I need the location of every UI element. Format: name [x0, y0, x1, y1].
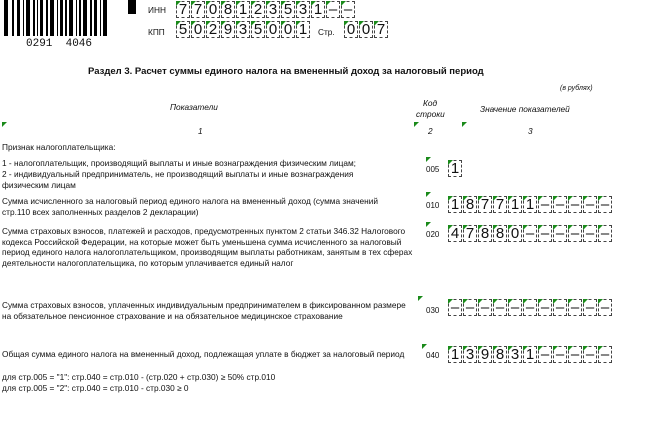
value-digit[interactable]: 4: [448, 225, 462, 242]
value-digit[interactable]: 0: [508, 225, 522, 242]
col-indicators: Показатели: [170, 102, 218, 112]
kpp-digit[interactable]: 5: [176, 21, 190, 38]
page-digit[interactable]: 0: [344, 21, 358, 38]
page-digit[interactable]: 0: [359, 21, 373, 38]
inn-cells[interactable]: [176, 1, 356, 18]
row-marker: [426, 192, 431, 197]
value-digit[interactable]: –: [568, 346, 582, 363]
value-digit[interactable]: –: [448, 299, 462, 316]
value-digit[interactable]: 1: [448, 160, 462, 177]
value-digit[interactable]: 9: [478, 346, 492, 363]
value-digit[interactable]: –: [598, 196, 612, 213]
kpp-digit[interactable]: 0: [191, 21, 205, 38]
col-marker: [2, 122, 7, 127]
kpp-digit[interactable]: 3: [236, 21, 250, 38]
col-code: Код строки: [416, 98, 445, 119]
col-marker: [462, 122, 467, 127]
row-text-040: Общая сумма единого налога на вмененный доход, подлежащая уплате в бюджет за налоговый период: [2, 349, 405, 359]
inn-digit[interactable]: –: [341, 1, 355, 18]
value-digit[interactable]: –: [568, 225, 582, 242]
col-num3: 3: [528, 126, 533, 136]
value-digit[interactable]: 8: [478, 225, 492, 242]
value-digit[interactable]: 7: [478, 196, 492, 213]
barcode: [4, 0, 110, 54]
corner-marker: [128, 0, 136, 14]
row-text-020: Сумма страховых взносов, платежей и расходов, предусмотренных пунктом 2 статьи 346.32 Налогового кодекса Российской Федерации, на которые может быть уменьшена сумма исчисленного за налоговый период единого налога налогоплательщиком, производящим выплаты работникам, занятым в тех сферах деятельности налогоплательщика, по которым уплачивается единый налог: [2, 226, 413, 268]
page-cells[interactable]: [344, 21, 389, 38]
value-digit[interactable]: 7: [463, 225, 477, 242]
value-cells-020[interactable]: [448, 225, 613, 242]
value-digit[interactable]: 3: [508, 346, 522, 363]
value-digit[interactable]: –: [568, 196, 582, 213]
row-marker: [426, 157, 431, 162]
kpp-digit[interactable]: 9: [221, 21, 235, 38]
formula-1: для стр.005 = "1": стр.040 = стр.010 - (стр.020 + стр.030) ≥ 50% стр.010: [2, 372, 276, 382]
col-num2: 2: [428, 126, 433, 136]
value-digit[interactable]: 1: [523, 346, 537, 363]
col-num1: 1: [198, 126, 203, 136]
value-digit[interactable]: –: [463, 299, 477, 316]
inn-digit[interactable]: 3: [296, 1, 310, 18]
value-digit[interactable]: 1: [508, 196, 522, 213]
value-digit[interactable]: –: [538, 196, 552, 213]
inn-digit[interactable]: 3: [266, 1, 280, 18]
value-digit[interactable]: 8: [463, 196, 477, 213]
inn-digit[interactable]: 7: [191, 1, 205, 18]
taxpayer-sign-label: Признак налогоплательщика:: [2, 142, 116, 152]
row-code-020: 020: [426, 230, 440, 239]
col-value: Значение показателей: [480, 104, 570, 114]
row-code-030: 030: [426, 306, 440, 315]
kpp-digit[interactable]: 0: [281, 21, 295, 38]
kpp-digit[interactable]: 1: [296, 21, 310, 38]
value-digit[interactable]: –: [583, 196, 597, 213]
kpp-digit[interactable]: 5: [251, 21, 265, 38]
value-digit[interactable]: –: [553, 196, 567, 213]
row-marker: [418, 296, 423, 301]
inn-digit[interactable]: 5: [281, 1, 295, 18]
kpp-cells[interactable]: [176, 21, 311, 38]
inn-digit[interactable]: 1: [236, 1, 250, 18]
value-cells-010[interactable]: [448, 196, 613, 213]
value-digit[interactable]: 3: [463, 346, 477, 363]
value-digit[interactable]: –: [583, 225, 597, 242]
inn-digit[interactable]: 0: [206, 1, 220, 18]
col-marker: [414, 122, 419, 127]
value-cells-030[interactable]: [448, 299, 613, 316]
value-digit[interactable]: 7: [493, 196, 507, 213]
inn-digit[interactable]: 7: [176, 1, 190, 18]
value-digit[interactable]: –: [553, 225, 567, 242]
inn-digit[interactable]: 2: [251, 1, 265, 18]
page-digit[interactable]: 7: [374, 21, 388, 38]
kpp-digit[interactable]: 0: [266, 21, 280, 38]
row-text-010: Сумма исчисленного за налоговый период единого налога на вмененный доход (сумма значений стр.110 всех заполненных разделов 2 декларации): [2, 196, 379, 217]
value-digit[interactable]: –: [598, 225, 612, 242]
value-digit[interactable]: –: [598, 346, 612, 363]
taxpayer-sign-option1: 1 - налогоплательщик, производящий выплаты и иные вознаграждения физическим лицам;: [2, 158, 356, 168]
value-digit[interactable]: –: [553, 346, 567, 363]
value-digit[interactable]: 1: [448, 196, 462, 213]
value-digit[interactable]: –: [598, 299, 612, 316]
value-digit[interactable]: –: [568, 299, 582, 316]
barcode-number: 0291 4046: [26, 38, 93, 50]
value-digit[interactable]: –: [538, 346, 552, 363]
kpp-label: КПП: [148, 27, 165, 37]
row-marker: [426, 222, 431, 227]
page-label: Стр.: [318, 27, 335, 37]
section-title: Раздел 3. Расчет суммы единого налога на вмененный доход за налоговый период: [88, 66, 484, 77]
row-text-030: Сумма страховых взносов, уплаченных индивидуальным предпринимателем в фиксированном размере на обязательное пенсионное страхование и на обязательное медицинское страхование: [2, 300, 406, 321]
value-digit[interactable]: –: [478, 299, 492, 316]
formula-2: для стр.005 = "2": стр.040 = стр.010 - стр.030 ≥ 0: [2, 383, 189, 393]
value-digit[interactable]: 8: [493, 225, 507, 242]
row-code-040: 040: [426, 351, 440, 360]
inn-label: ИНН: [148, 5, 166, 15]
value-digit[interactable]: 8: [493, 346, 507, 363]
value-digit[interactable]: –: [583, 346, 597, 363]
value-digit[interactable]: 1: [523, 196, 537, 213]
row-code-010: 010: [426, 201, 440, 210]
row-code-005: 005: [426, 165, 440, 174]
taxpayer-sign-option2: 2 - индивидуальный предприниматель, не производящий выплаты и иные вознаграждения физическим лицам: [2, 169, 354, 190]
value-digit[interactable]: –: [538, 225, 552, 242]
value-digit[interactable]: –: [583, 299, 597, 316]
value-cells-040[interactable]: [448, 346, 613, 363]
units-label: (в рублях): [560, 85, 593, 92]
value-digit[interactable]: –: [523, 299, 537, 316]
value-digit[interactable]: –: [508, 299, 522, 316]
inn-digit[interactable]: –: [326, 1, 340, 18]
value-digit[interactable]: 1: [448, 346, 462, 363]
inn-digit[interactable]: 1: [311, 1, 325, 18]
value-digit[interactable]: –: [493, 299, 507, 316]
kpp-digit[interactable]: 2: [206, 21, 220, 38]
value-digit[interactable]: –: [553, 299, 567, 316]
row-marker: [422, 344, 427, 349]
inn-digit[interactable]: 8: [221, 1, 235, 18]
value-digit[interactable]: –: [523, 225, 537, 242]
value-cells-005[interactable]: [448, 160, 463, 177]
value-digit[interactable]: –: [538, 299, 552, 316]
